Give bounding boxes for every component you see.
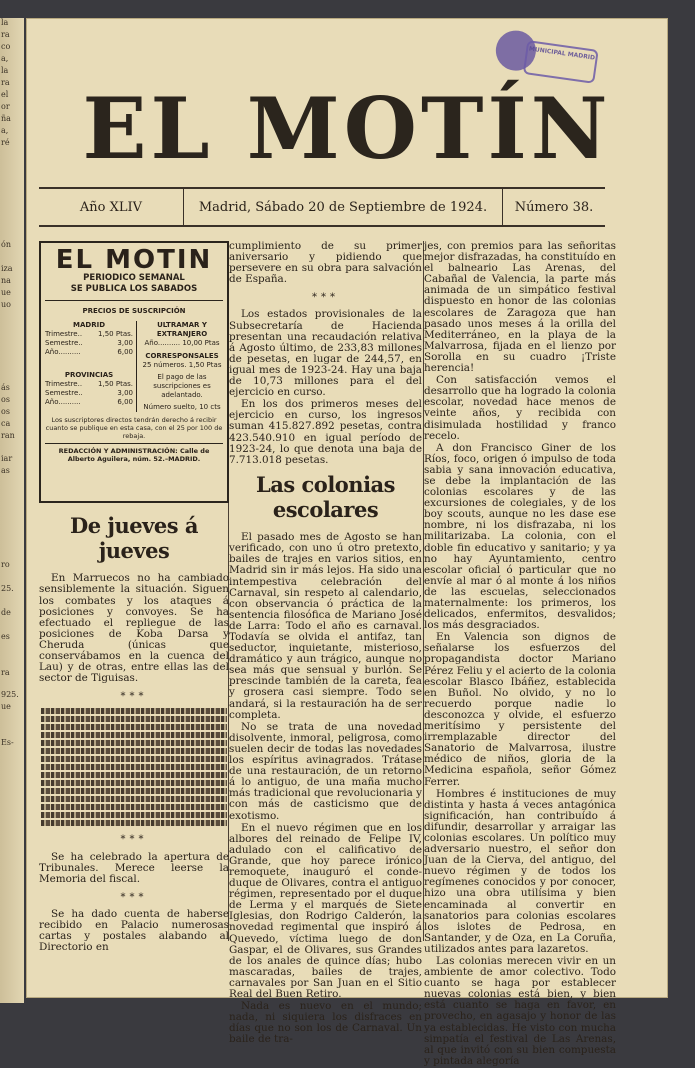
section-separator: *** xyxy=(312,292,339,304)
prev-page-fragment: de xyxy=(1,608,11,617)
price-value: 3,00 xyxy=(117,339,133,348)
price-period: Año.......... xyxy=(45,398,81,407)
prev-page-fragment: ue xyxy=(1,288,11,297)
ultramar-price: Año.......... 10,00 Ptas xyxy=(144,339,220,348)
prev-page-fragment: ra xyxy=(1,30,10,39)
provincias-label: PROVINCIAS xyxy=(64,371,114,380)
price-period: Año.......... xyxy=(45,348,81,357)
price-value: 6,00 xyxy=(117,348,133,357)
article-paragraph: jes, con premios para las señoritas mejor disfrazadas, ha constituído en el balneario Las Arenas, del Cabañal de Valencia, la parte más animada de un simpático festival dispuesto en honor de las colonias escolares de Zaragoza que han pasado unos meses á la orilla del Mediterráneo, en la playa de la Malvarrosa, fijada en el lienzo por Sorolla en su cuadro ¡Triste herencia! xyxy=(424,240,616,375)
issue-date: Madrid, Sábado 20 de Septiembre de 1924. xyxy=(184,189,503,225)
dateline xyxy=(39,187,605,227)
corresponsales-label: CORRESPONSALES xyxy=(145,352,219,361)
subscriber-note: Los suscriptores directos tendrán derecho á recibir cuanto se publique en esta casa, con el 25 por 100 de rebaja. xyxy=(45,416,223,441)
prev-page-fragment: iar xyxy=(1,454,13,463)
price-row xyxy=(45,389,133,398)
article-paragraph: A don Francisco Giner de los Ríos, foco, origen ó impulso de toda sabia y sana innovación educativa, se debe la implantación de las colonias escolares y de las excursiones de colegiales, y de los boy scouts, aunque no les dase ese nombre, ni los disfrazaba, ni los militarizaba. La colonia, con el doble fin educativo y sanitario; y ya no hay Ayuntamiento, centro escolar oficial ó particular que no envíe al mar ó al monte á los niños de las escuelas, seleccionados maternalmente: los primeros, los delicados, enfermitos, desvalidos; los más desgraciados. xyxy=(424,441,616,632)
prev-page-fragment: or xyxy=(1,102,10,111)
price-row xyxy=(45,398,133,407)
price-row xyxy=(45,339,133,348)
prev-page-fragment: na xyxy=(1,276,11,285)
price-period: Semestre.. xyxy=(45,389,83,398)
box-subtitle-2: SE PUBLICA LOS SABADOS xyxy=(70,284,198,294)
price-row xyxy=(45,330,133,339)
issue-year: Año XLIV xyxy=(39,189,184,225)
article-paragraph: El pasado mes de Agosto se han verificado, con uno ú otro pretexto, bailes de trajes en varios sitios, en Madrid sin ir más lejos. Ha sido una intempestiva celebración del Carnaval, sin respeto al calendario, con observancia ó práctica de la sentencia filosófica de Mariano José de Larra: Todo el año es carnaval. Todavía se olvida el antifaz, tan seductor, inquietante, misterioso, dramático y aun trágico, aunque no sea más que sensual y burlón. Se prescinde también de la careta, fea y grosera casi siempre. Todo se andará, si la restauración ha de ser completa. xyxy=(229,531,422,721)
single-issue-price: Número suelto, 10 cts xyxy=(143,403,221,412)
prev-page-fragment: ro xyxy=(1,560,10,569)
article-paragraph: Se ha celebrado la apertura de Tribunales. Merece leerse la Memoria del fiscal. xyxy=(39,850,229,885)
prev-page-fragment: ña xyxy=(1,114,11,123)
article-paragraph: Hombres é instituciones de muy distinta y hasta á veces antagónica significación, han contribuído á difundir, desarrollar y arraigar las colonias escolares. Un político muy adversario nuestro, el señor don Juan de la Cierva, del antiguo, del nuevo régimen y de todos los regímenes conocidos y por conocer, hizo una obra utilísima y bien encaminada al convertir en sanatorios para colonias escolares los islotes de Pedrosa, en Santander, y de Oza, en La Coruña, utilizados antes para lazaretos. xyxy=(424,787,616,955)
stamp-text: MUNICIPAL MADRID xyxy=(523,40,599,84)
price-value: 1,50 Ptas. xyxy=(98,380,133,389)
column-3 xyxy=(424,241,616,1068)
issue-number: Número 38. xyxy=(514,199,594,215)
prev-page-fragment: ra xyxy=(1,668,10,677)
prev-page-fragment: ra xyxy=(1,78,10,87)
article-paragraph: Los estados provisionales de la Subsecretaría de Hacienda presentan una recaudación relativa á Agosto último, de 233,83 millones de pesetas, en lugar de 244,57, en igual mes de 1923-24. Hay una baja de 10,73 millones para el del ejercicio en curso. xyxy=(229,308,422,399)
price-row xyxy=(45,348,133,357)
subscription-box xyxy=(39,241,229,503)
prev-page-fragment: es xyxy=(1,632,10,641)
section-separator: *** xyxy=(120,834,148,846)
prices-heading: PRECIOS DE SUSCRIPCIÓN xyxy=(82,307,186,315)
price-value: 1,50 Ptas. xyxy=(98,330,133,339)
article-paragraph: cumplimiento de su primer aniversario y pidiendo que persevere en su obra para salvación de España. xyxy=(229,240,422,286)
prev-page-fragment: os xyxy=(1,407,10,416)
ultramar-label: ULTRAMAR Y EXTRANJERO xyxy=(156,321,208,339)
prev-page-fragment: 925. xyxy=(1,690,19,699)
payment-note: El pago de las suscripciones es adelantado. xyxy=(153,373,211,400)
article-paragraph: Se ha dado cuenta de haberse recibido en Palacio numerosas cartas y postales alabando al Directorio en xyxy=(39,907,229,954)
corresponsales-price: 25 números. 1,50 Ptas xyxy=(142,361,222,370)
section-separator: *** xyxy=(120,691,148,703)
article-paragraph: En Valencia son dignos de señalarse los esfuerzos del propagandista doctor Mariano Pérez Feliu y el acierto de la colonia escolar Blasco Ibáñez, establecida en Buñol. No olvido, y no lo recuerdo porque nadie lo desconozca y olvide, el esfuerzo meritísimo y persistente del irremplazable director del Sanatorio de Malvarrosa, ilustre médico de niños, gloria de la Medicina española, señor Gómez Ferrer. xyxy=(424,631,616,788)
prev-page-fragment: ré xyxy=(1,138,10,147)
article-paragraph: Con satisfacción vemos el desarrollo que ha logrado la colonia escolar, novedad hace menos de veinte años, y recibida con disimulada hostilidad y franco recelo. xyxy=(424,374,616,442)
section-title: De jueves á jueves xyxy=(70,513,198,564)
prev-page-fragment: a, xyxy=(1,54,9,63)
box-title: EL MOTIN xyxy=(55,245,213,275)
article-paragraph: Nada es nuevo en el mundo; nada, ni siquiera los disfraces en días que no son los de Carnaval. Un baile de tra- xyxy=(229,1000,422,1046)
prev-page-fragment: Es- xyxy=(1,738,14,747)
price-period: Trimestre.. xyxy=(45,330,83,339)
previous-page-edge xyxy=(0,18,24,1003)
price-period: Semestre.. xyxy=(45,339,83,348)
article-paragraph: No se trata de una novedad disolvente, inmoral, peligrosa, como suelen decir de todas las novedades los espíritus avinagrados. Trátase de una restauración, de un retorno á lo antiguo, de una maña mucho más tradicional que revolucionaria y con más de casticismo que de exotismo. xyxy=(229,720,422,822)
prev-page-fragment: as xyxy=(1,466,10,475)
censored-block xyxy=(41,708,227,826)
prev-page-fragment: la xyxy=(1,66,9,75)
article-paragraph: En Marruecos no ha cambiado sensiblemente la situación. Siguen los combates y los ataques á posiciones y convoyes. Se ha efectuado el repliegue de las posiciones de Koba Darsa y Cheruda (únicas que conservábamos en la cuenca del Lau) y de otras, entre ellas las del sector de Tiguisas. xyxy=(39,572,229,685)
article-paragraph: En el nuevo régimen que en los albores del reinado de Felipe IV, adulado con el calificativo de Grande, que hoy parece irónico remoquete, inauguró el conde-duque de Olivares, contra el antiguo régimen, representado por el duque de Lerma y el marqués de Siete Iglesias, don Rodrigo Calderón, la novedad regimental que inspiró á Quevedo, víctima luego de don Gaspar, el de Olivares, sus Grandes de los anales de quince días; hubo mascaradas, bailes de trajes, carnavales por San Juan en el Sitio Real del Buen Retiro. xyxy=(229,821,422,1000)
price-grid xyxy=(45,321,223,412)
prev-page-fragment: a, xyxy=(1,126,9,135)
madrid-label: MADRID xyxy=(73,321,105,330)
prev-page-fragment: ca xyxy=(1,419,11,428)
prev-page-fragment: 25. xyxy=(1,584,14,593)
previous-page-paper xyxy=(0,18,24,1003)
price-value: 3,00 xyxy=(117,389,133,398)
divider xyxy=(45,300,223,301)
section-separator: *** xyxy=(120,891,148,903)
editorial-address: REDACCIÓN Y ADMINISTRACIÓN: Calle de Alberto Aguilera, núm. 52.–MADRID. xyxy=(45,443,223,463)
prev-page-fragment: uo xyxy=(1,300,11,309)
article-title: Las colonias escolares xyxy=(256,471,395,522)
price-period: Trimestre.. xyxy=(45,380,83,389)
masthead-title: EL MOTÍN xyxy=(82,79,612,178)
article-paragraph: Las colonias merecen vivir en un ambiente de amor colectivo. Todo cuanto se haga por establecer nuevas colonias está bien, y bien está cuanto se haga en favor, en provecho, en agasajo y honor de las ya establecidas. He visto con mucha simpatía el festival de Las Arenas, al que invitó con su bien compuesta y pintada alegoría xyxy=(424,955,616,1067)
price-grid-right xyxy=(137,321,223,412)
box-subtitle: PERIODICO SEMANAL xyxy=(83,273,185,283)
price-grid-left xyxy=(45,321,137,412)
price-row xyxy=(45,380,133,389)
prev-page-fragment: co xyxy=(1,42,11,51)
prev-page-fragment: iza xyxy=(1,264,13,273)
prev-page-fragment: ran xyxy=(1,431,15,440)
article-paragraph: En los dos primeros meses del ejercicio en curso, los ingresos suman 415.827.892 pesetas, contra 423.540.910 en igual período de 1923-24, lo que denota una baja de 7.713.018 pesetas. xyxy=(229,398,422,466)
prev-page-fragment: ás xyxy=(1,383,10,392)
prev-page-fragment: la xyxy=(1,18,9,27)
prev-page-fragment: ón xyxy=(1,240,11,249)
column-1 xyxy=(39,241,229,954)
prev-page-fragment: ue xyxy=(1,702,11,711)
prev-page-fragment: os xyxy=(1,395,10,404)
price-value: 6,00 xyxy=(117,398,133,407)
prev-page-fragment: el xyxy=(1,90,9,99)
column-2 xyxy=(229,241,422,1046)
newspaper-page xyxy=(26,18,668,1067)
